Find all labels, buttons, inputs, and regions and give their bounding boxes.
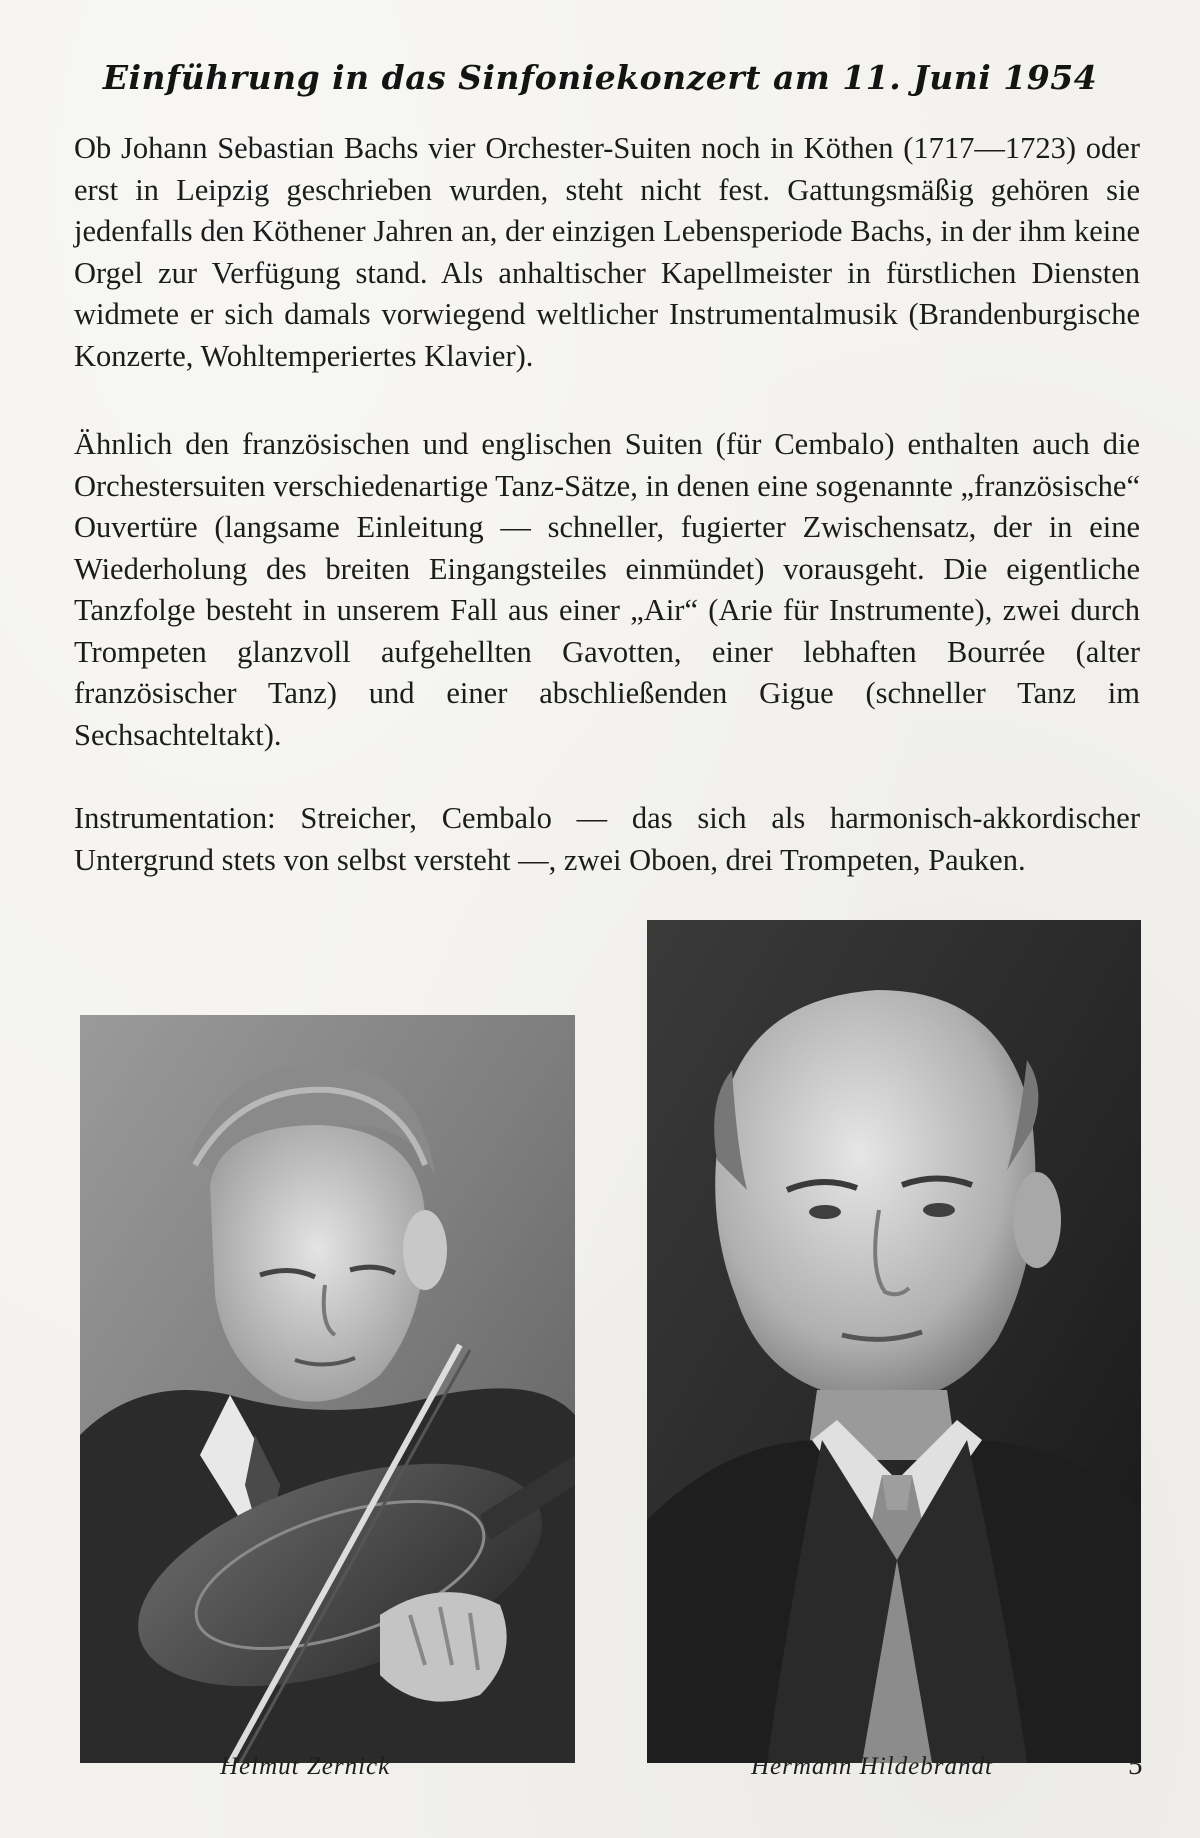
violinist-photo-image [80, 1015, 575, 1763]
conductor-photo-image [647, 920, 1141, 1763]
caption-helmut-zernick: Helmut Zernick [220, 1753, 391, 1780]
photo-violinist [80, 1015, 575, 1763]
page-number: 5 [1128, 1749, 1143, 1781]
photo-conductor [647, 920, 1141, 1763]
paragraph-2: Ähnlich den französischen und englischen Suiten (für Cembalo) enthalten auch die Orchestersuiten verschiedenartige Tanz-Sätze, in denen eine sogenannte „französische“ Ouvertüre (langsame Einleitung — schneller, fugierter Zwischensatz, der in eine Wiederholung des breiten Eingangsteiles einmündet) vorausgeht. Die eigentliche Tanzfolge besteht in unserem Fall aus einer „Air“ (Arie für Instrumente), zwei durch Trompeten glanzvoll aufgehellten Gavotten, einer lebhaften Bourrée (alter französischer Tanz) und einer abschließenden Gigue (schneller Tanz im Sechsachteltakt). [74, 427, 1141, 752]
paragraph-3: Instrumentation: Streicher, Cembalo — das sich als harmonisch-akkordischer Untergrund stets von selbst versteht —, zwei Oboen, drei Trompeten, Pauken. [74, 801, 1140, 877]
page-title: Einführung in das Sinfoniekonzert am 11. Juni 1954 [102, 58, 1098, 97]
paragraph-1: Ob Johann Sebastian Bachs vier Orchester-Suiten noch in Köthen (1717—1723) oder erst in Leipzig geschrieben wurden, steht nicht fest. Gattungsmäßig gehören sie jedenfalls den Köthener Jahren an, der einzigen Lebensperiode Bachs, in der ihm keine Orgel zur Verfügung stand. Als anhaltischer Kapellmeister in fürstlichen Diensten widmete er sich damals vorwiegend weltlicher Instrumentalmusik (Brandenburgische Konzerte, Wohltemperiertes Klavier). [74, 131, 1140, 373]
caption-hermann-hildebrandt: Hermann Hildebrandt [751, 1753, 993, 1780]
